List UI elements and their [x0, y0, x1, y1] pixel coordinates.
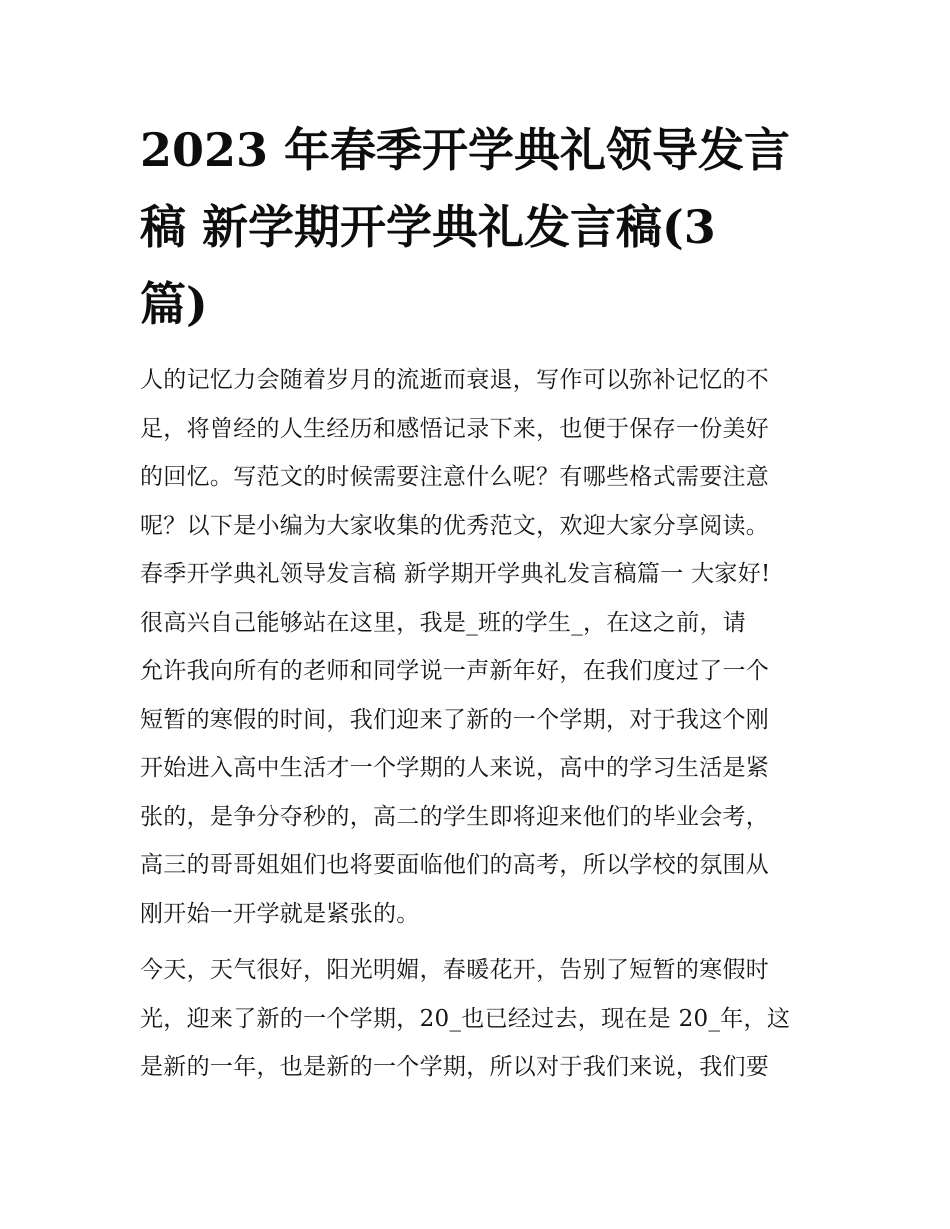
text-line: 很高兴自己能够站在这里，我是_班的学生_，在这之前，请 — [140, 609, 747, 636]
text-line: 是新的一年，也是新的一个学期，所以对于我们来说，我们要 — [140, 1054, 770, 1080]
text-line: 人的记忆力会随着岁月的流逝而衰退，写作可以弥补记忆的不 — [140, 367, 770, 393]
title-line: 篇) — [140, 277, 208, 331]
text-line: 刚开始一开学就是紧张的。 — [140, 900, 420, 927]
paragraph-1 — [140, 356, 820, 938]
text-line: 今天，天气很好，阳光明媚，春暖花开，告别了短暂的寒假时 — [140, 957, 770, 983]
text-line: 足，将曾经的人生经历和感悟记录下来，也便于保存一份美好 — [140, 415, 770, 442]
text-line: 高三的哥哥姐姐们也将要面临他们的高考，所以学校的氛围从 — [140, 852, 770, 878]
text-line: 春季开学典礼领导发言稿 新学期开学典礼发言稿篇一 大家好! — [140, 561, 771, 587]
paragraph-2 — [140, 946, 820, 1092]
paragraph-gap — [140, 938, 820, 946]
text-line: 的回忆。写范文的时候需要注意什么呢？有哪些格式需要注意 — [140, 464, 770, 490]
document-body — [140, 356, 820, 1092]
text-line: 光，迎来了新的一个学期，20_也已经过去，现在是 20_年，这 — [140, 1005, 791, 1032]
text-line: 短暂的寒假的时间，我们迎来了新的一个学期，对于我这个刚 — [140, 706, 770, 733]
text-line: 允许我向所有的老师和同学说一声新年好，在我们度过了一个 — [140, 658, 770, 684]
text-line: 呢？以下是小编为大家收集的优秀范文，欢迎大家分享阅读。 — [140, 512, 770, 539]
title-line: 稿 新学期开学典礼发言稿(3 — [140, 200, 716, 254]
document-title — [140, 112, 820, 343]
title-line: 2023 年春季开学典礼领导发言 — [140, 123, 791, 177]
text-line: 张的，是争分夺秒的，高二的学生即将迎来他们的毕业会考， — [140, 803, 770, 830]
text-line: 开始进入高中生活才一个学期的人来说，高中的学习生活是紧 — [140, 755, 770, 781]
